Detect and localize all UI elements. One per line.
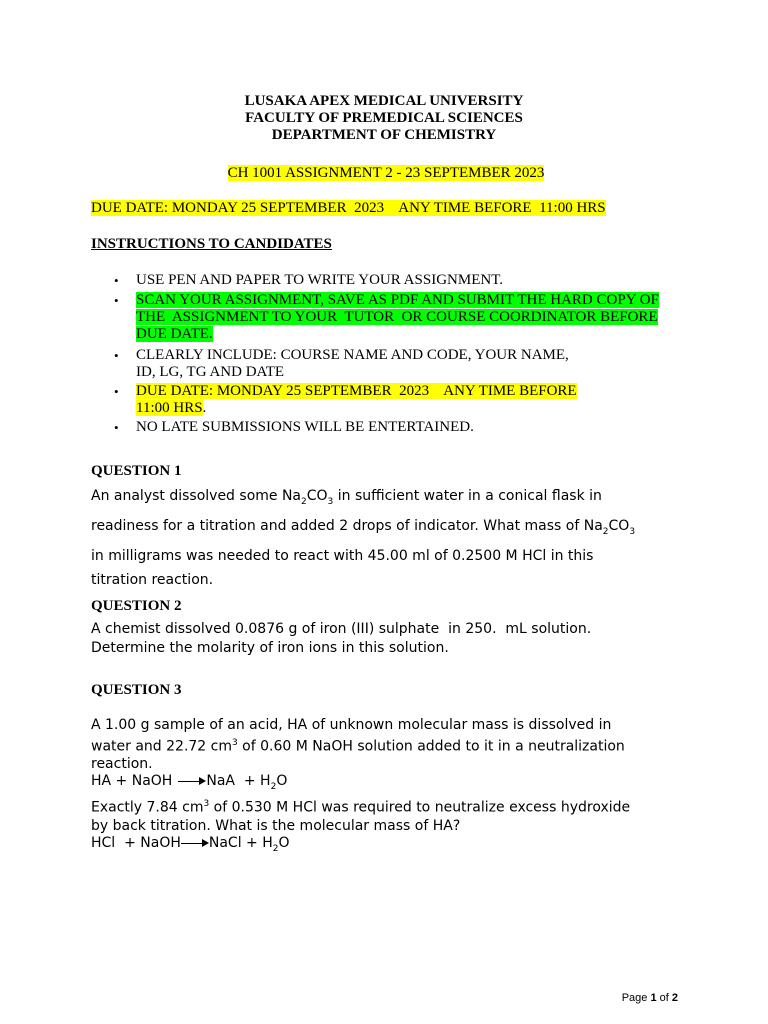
- bullet-text: CLEARLY INCLUDE: COURSE NAME AND CODE, YOUR NAME,: [136, 347, 569, 363]
- bullet-text: NO LATE SUBMISSIONS WILL BE ENTERTAINED.: [136, 419, 474, 435]
- list-item: [91, 419, 681, 436]
- page-number: 1: [650, 992, 657, 1004]
- bullet-icon: •: [114, 420, 119, 435]
- page-total: 2: [671, 992, 678, 1004]
- faculty-name: FACULTY OF PREMEDICAL SCIENCES: [245, 110, 523, 126]
- question-1-title: QUESTION 1: [91, 463, 182, 479]
- question-1-body: An analyst dissolved some $Na_2CO_3$ in sufficient water in a conical flask in readiness for a titration and added 2 drops of indicator. What mass of $Na_2CO_3$ in milligrams was needed to react with 45.00 ml of 0.2500 M HCl in this titration reaction.: [91, 488, 636, 588]
- university-name: LUSAKA APEX MEDICAL UNIVERSITY: [244, 93, 524, 109]
- list-item: [91, 272, 681, 289]
- document-header: [0, 93, 768, 144]
- due-date-text: DUE DATE: MONDAY 25 SEPTEMBER 2023 ANY TIME BEFORE 11:00 HRS: [91, 200, 606, 216]
- page-footer: Page 1 of 2: [621, 992, 678, 1004]
- bullet-icon: •: [114, 348, 119, 363]
- list-item: [91, 292, 681, 343]
- bullet-icon: •: [114, 273, 119, 288]
- equation-1: HA + NaOH NaA + $H_2O$: [91, 773, 288, 792]
- question-3-body: A 1.00 g sample of an acid, HA of unknown molecular mass is dissolved in water and 22.72 $cm^3$ of 0.60 M NaOH solution added to it in a neutralization reaction. HA + NaOH NaA + $H_2O$ Exactly 7.84 $cm^3$ of 0.530 M HCl was required to neutralize excess hydroxide by back titration. What is the molecular mass of HA? HCl + NaOH NaCl + $H_2O$: [91, 717, 691, 858]
- bullet-text: ID, LG, TG AND DATE: [136, 364, 285, 380]
- bullet-text: DUE DATE: MONDAY 25 SEPTEMBER 2023 ANY TIME BEFORE: [136, 383, 577, 399]
- bullet-text: USE PEN AND PAPER TO WRITE YOUR ASSIGNMENT.: [136, 272, 503, 288]
- equation-2: HCl + NaOH NaCl + $H_2O$: [91, 835, 290, 854]
- instructions-title: INSTRUCTIONS TO CANDIDATES: [91, 236, 332, 252]
- bullet-icon: •: [114, 384, 119, 399]
- assignment-line: [0, 165, 768, 182]
- bullet-text: DUE DATE.: [136, 326, 213, 342]
- reaction-arrow-icon: [178, 781, 204, 782]
- bullet-text: SCAN YOUR ASSIGNMENT, SAVE AS PDF AND SUBMIT THE HARD COPY OF: [136, 292, 659, 308]
- instructions-list: [91, 272, 681, 438]
- question-2-title: QUESTION 2: [91, 598, 182, 614]
- question-2-body: A chemist dissolved 0.0876 g of iron (III) sulphate in 250. mL solution. Determine the molarity of iron ions in this solution.: [91, 621, 592, 656]
- list-item: [91, 347, 681, 381]
- bullet-text: THE ASSIGNMENT TO YOUR TUTOR OR COURSE COORDINATOR BEFORE: [136, 309, 658, 325]
- reaction-arrow-icon: [181, 843, 207, 844]
- bullet-text: .: [202, 400, 207, 416]
- bullet-text: 11:00 HRS: [136, 400, 203, 416]
- department-name: DEPARTMENT OF CHEMISTRY: [271, 127, 497, 143]
- due-date-line: [91, 200, 606, 217]
- question-3-title: QUESTION 3: [91, 682, 182, 698]
- assignment-title: CH 1001 ASSIGNMENT 2 - 23 SEPTEMBER 2023: [227, 165, 545, 181]
- bullet-icon: •: [114, 293, 119, 308]
- list-item: [91, 383, 681, 417]
